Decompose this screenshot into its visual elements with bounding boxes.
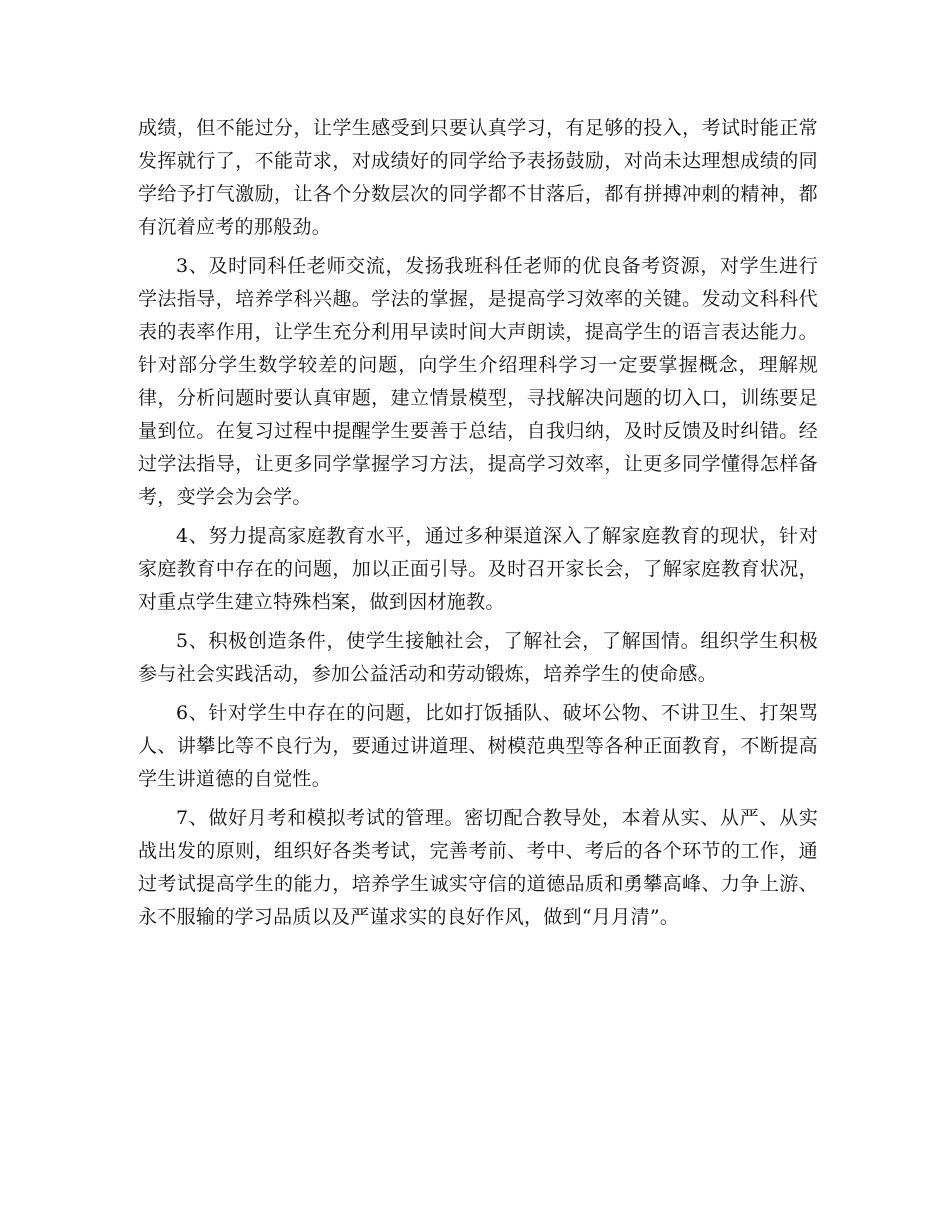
- paragraph-continuation: 成绩，但不能过分，让学生感受到只要认真学习，有足够的投入，考试时能正常发挥就行了，不能苛求，对成绩好的同学给予表扬鼓励，对尚未达理想成绩的同学给予打气激励，让各个分数层次的同学都不甘落后，都有拼搏冲刺的精神，都有沉着应考的那般劲。: [138, 117, 818, 238]
- paragraph-item-6: 6、针对学生中存在的问题，比如打饭插队、破坏公物、不讲卫生、打架骂人、讲攀比等不良行为，要通过讲道理、树模范典型等各种正面教育，不断提高学生讲道德的自觉性。: [138, 702, 818, 790]
- paragraph-item-3: 3、及时同科任老师交流，发扬我班科任老师的优良备考资源，对学生进行学法指导，培养学科兴趣。学法的掌握，是提高学习效率的关键。发动文科科代表的表率作用，让学生充分利用早读时间大声朗读，提高学生的语言表达能力。针对部分学生数学较差的问题，向学生介绍理科学习一定要掌握概念，理解规律，分析问题时要认真审题，建立情景模型，寻找解决问题的切入口，训练要足量到位。在复习过程中提醒学生要善于总结，自我归纳，及时反馈及时纠错。经过学法指导，让更多同学掌握学习方法，提高学习效率，让更多同学懂得怎样备考，变学会为会学。: [138, 255, 818, 508]
- paragraph-item-7: 7、做好月考和模拟考试的管理。密切配合教导处，本着从实、从严、从实战出发的原则，组织好各类考试，完善考前、考中、考后的各个环节的工作，通过考试提高学生的能力，培养学生诚实守信的道德品质和勇攀高峰、力争上游、永不服输的学习品质以及严谨求实的良好作风，做到“月月清”。: [138, 807, 818, 928]
- paragraph-item-4: 4、努力提高家庭教育水平，通过多种渠道深入了解家庭教育的现状，针对家庭教育中存在的问题，加以正面引导。及时召开家长会，了解家庭教育状况，对重点学生建立特殊档案，做到因材施教。: [138, 525, 818, 613]
- paragraph-item-5: 5、积极创造条件，使学生接触社会，了解社会，了解国情。组织学生积极参与社会实践活动，参加公益活动和劳动锻炼，培养学生的使命感。: [138, 630, 818, 685]
- document-body: [138, 112, 818, 940]
